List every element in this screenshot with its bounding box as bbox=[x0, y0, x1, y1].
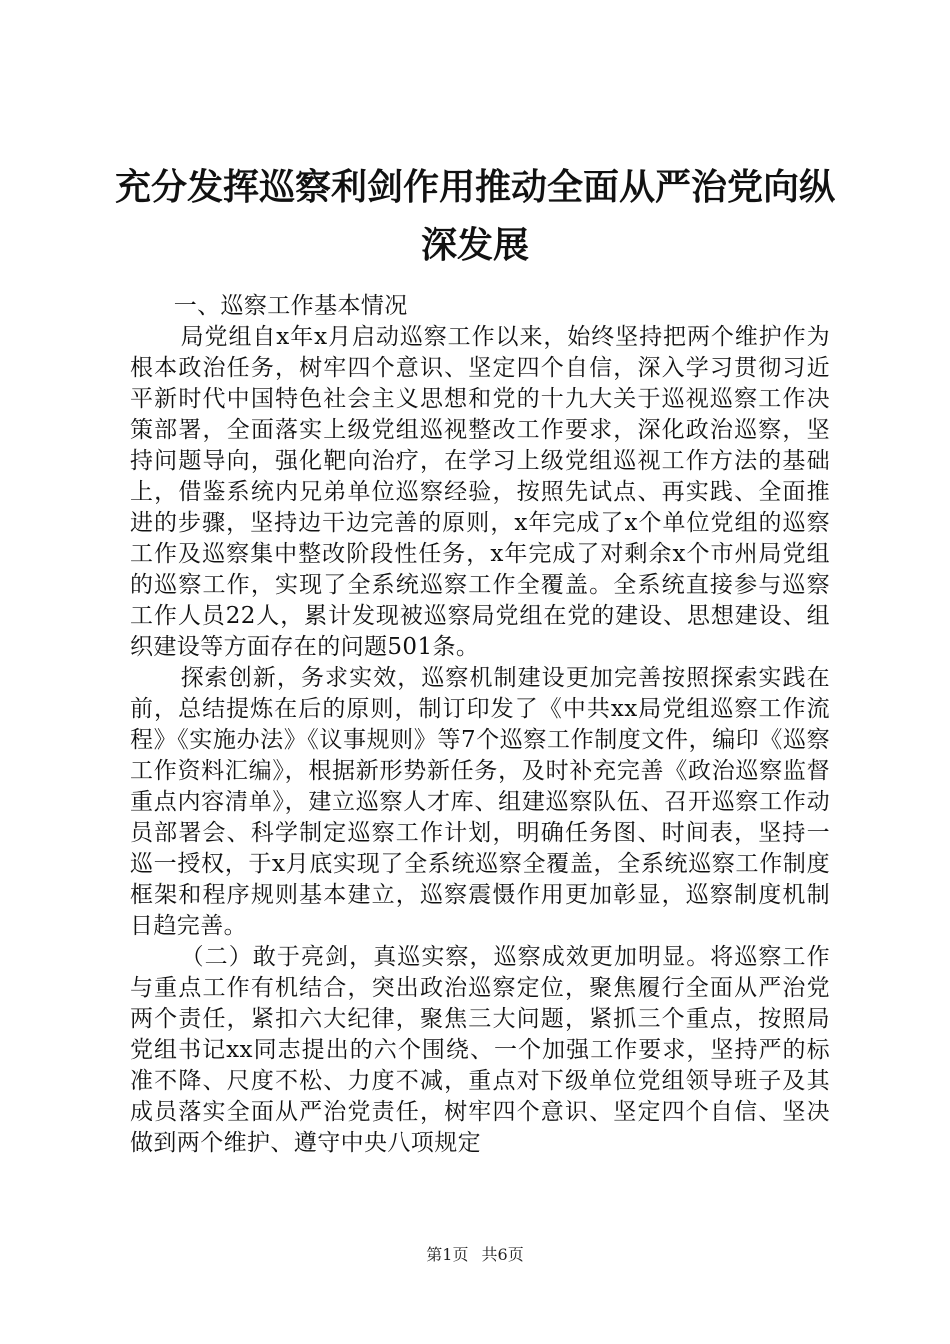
document-body bbox=[130, 291, 830, 1159]
page-footer bbox=[0, 1245, 950, 1265]
paragraph-mechanism: 探索创新，务求实效，巡察机制建设更加完善按照探索实践在前，总结提炼在后的原则，制订印发了《中共xx局党组巡察工作流程》《实施办法》《议事规则》等7个巡察工作制度文件，编印《巡察工作资料汇编》，根据新形势新任务，及时补充完善《政治巡察监督重点内容清单》，建立巡察人才库、组建巡察队伍、召开巡察工作动员部署会、科学制定巡察工作计划，明确任务图、时间表，坚持一巡一授权，于x月底实现了全系统巡察全覆盖，全系统巡察工作制度框架和程序规则基本建立，巡察震慑作用更加彰显，巡察制度机制日趋完善。 bbox=[130, 665, 830, 939]
section-heading: 一、巡察工作基本情况 bbox=[173, 293, 408, 319]
paragraph-effectiveness: （二）敢于亮剑，真巡实察，巡察成效更加明显。将巡察工作与重点工作有机结合，突出政治巡察定位，聚焦履行全面从严治党两个责任，紧扣六大纪律，聚焦三大问题，紧抓三个重点，按照局党组书记xx同志提出的六个围绕、一个加强工作要求，坚持严的标准不降、尺度不松、力度不减，重点对下级单位党组领导班子及其成员落实全面从严治党责任，树牢四个意识、坚定四个自信、坚决做到两个维护、遵守中央八项规定 bbox=[130, 944, 830, 1156]
document-title: 充分发挥巡察利剑作用推动全面从严治党向纵深发展 bbox=[114, 166, 835, 266]
page-total: 共6页 bbox=[481, 1245, 524, 1264]
paragraph-overview: 局党组自x年x月启动巡察工作以来，始终坚持把两个维护作为根本政治任务，树牢四个意识、坚定四个自信，深入学习贯彻习近平新时代中国特色社会主义思想和党的十九大关于巡视巡察工作决策部署，全面落实上级党组巡视整改工作要求，深化政治巡察，坚持问题导向，强化靶向治疗，在学习上级党组巡视工作方法的基础上，借鉴系统内兄弟单位巡察经验，按照先试点、再实践、全面推进的步骤，坚持边干边完善的原则，x年完成了x个单位党组的巡察工作及巡察集中整改阶段性任务，x年完成了对剩余x个市州局党组的巡察工作，实现了全系统巡察工作全覆盖。全系统直接参与巡察工作人员22人，累计发现被巡察局党组在党的建设、思想建设、组织建设等方面存在的问题501条。 bbox=[130, 324, 830, 660]
page-number: 第1页 bbox=[426, 1245, 469, 1264]
